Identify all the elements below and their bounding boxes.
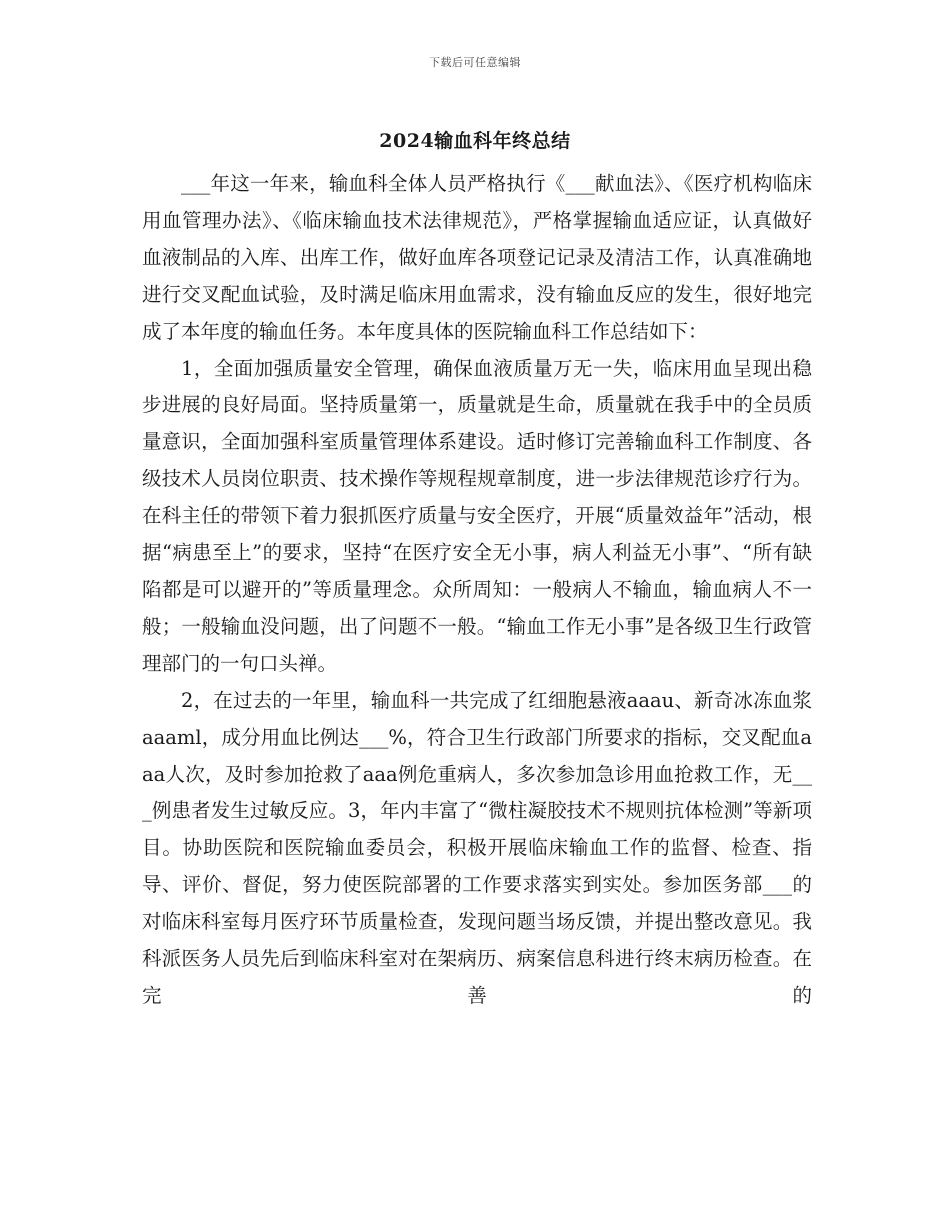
document-body [142, 166, 812, 1015]
paragraph-intro: ___年这一年来，输血科全体人员严格执行《___献血法》、《医疗机构临床用血管理办法》、《临床输血技术法律规范》，严格掌握输血适应证，认真做好血液制品的入库、出库工作，做好血库各项登记记录及清洁工作，认真准确地进行交叉配血试验，及时满足临床用血需求，没有输血反应的发生，很好地完成了本年度的输血任务。本年度具体的医院输血科工作总结如下： [142, 172, 812, 343]
document-title: 2024输血科年终总结 [379, 130, 571, 152]
paragraph-annual-work: 2，在过去的一年里，输血科一共完成了红细胞悬液aaau、新奇冰冻血浆aaaml，成分用血比例达___%，符合卫生行政部门所要求的指标，交叉配血aaa人次，及时参加抢救了aaa例危重病人，多次参加急诊用血抢救工作，无___例患者发生过敏反应。3，年内丰富了“微柱凝胶技术不规则抗体检测”等新项目。协助医院和医院输血委员会，积极开展临床输血工作的监督、检查、指导、评价、督促，努力使医院部署的工作要求落实到实处。参加医务部___的对临床科室每月医疗环节质量检查，发现问题当场反馈，并提出整改意见。我科派医务人员先后到临床科室对在架病历、病案信息科进行终末病历检查。在完善的 [142, 688, 812, 1007]
paragraph-quality-management: 1，全面加强质量安全管理，确保血液质量万无一失，临床用血呈现出稳步进展的良好局面。坚持质量第一，质量就是生命，质量就在我手中的全员质量意识，全面加强科室质量管理体系建设。适时修订完善输血科工作制度、各级技术人员岗位职责、技术操作等规程规章制度，进一步法律规范诊疗行为。在科主任的带领下着力狠抓医疗质量与安全医疗，开展“质量效益年”活动，根据“病患至上”的要求，坚持“在医疗安全无小事，病人利益无小事”、“所有缺陷都是可以避开的”等质量理念。众所周知：一般病人不输血，输血病人不一般；一般输血没问题，出了问题不一般。“输血工作无小事”是各级卫生行政管理部门的一句口头禅。 [142, 356, 812, 675]
page-header-note: 下载后可任意编辑 [429, 56, 521, 69]
